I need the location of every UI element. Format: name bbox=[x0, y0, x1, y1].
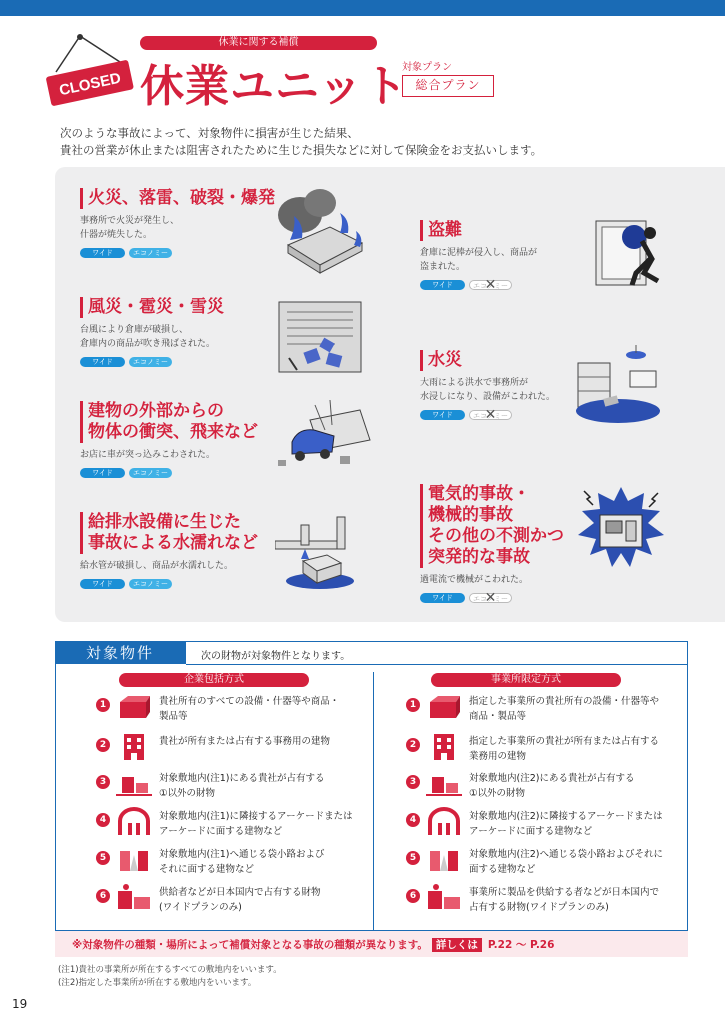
category-title: 火災、落雷、破裂・爆発 bbox=[80, 188, 275, 209]
tag-economy-excluded: エコノミー ✕ bbox=[469, 593, 512, 603]
property-row bbox=[374, 732, 674, 768]
category-desc: 台風により倉庫が破損し、 倉庫内の商品が吹き飛ばされた。 bbox=[80, 325, 216, 349]
property-description: 対象敷地内(注1)に隣接するアーケードまたは アーケードに面する建物など bbox=[159, 811, 353, 837]
boxes-icon bbox=[426, 692, 462, 722]
tag-wide: ワイド bbox=[80, 579, 125, 589]
property-description: 事業所に製品を供給する者などが日本国内で 占有する財物(ワイドプランのみ) bbox=[469, 887, 660, 913]
tag-economy-excluded: エコノミー ✕ bbox=[469, 410, 512, 420]
property-description: 対象敷地内(注2)へ通じる袋小路およびそれに 面する建物など bbox=[469, 849, 663, 875]
flooded-office-icon bbox=[574, 345, 664, 427]
category-wind bbox=[80, 297, 224, 367]
burglar-icon bbox=[594, 215, 672, 295]
intro-line: 貴社の営業が休止または阻害されたために生じた損失などに対して保険金をお支払いします。 bbox=[60, 143, 543, 157]
column-company-wide bbox=[64, 673, 364, 687]
category-water-leakage bbox=[80, 512, 258, 589]
item-number: 4 bbox=[406, 813, 420, 827]
tag-economy: エコノミー bbox=[129, 248, 172, 258]
fire-building-icon bbox=[270, 185, 370, 277]
property-description: 対象敷地内(注1)へ通じる袋小路および それに面する建物など bbox=[159, 849, 325, 875]
supplier-icon bbox=[116, 883, 152, 913]
property-row bbox=[374, 845, 674, 881]
item-number: 5 bbox=[406, 851, 420, 865]
property-description: 貴社が所有または占有する事務用の建物 bbox=[159, 736, 331, 747]
boxes-icon bbox=[116, 692, 152, 722]
item-number: 1 bbox=[96, 698, 110, 712]
item-number: 4 bbox=[96, 813, 110, 827]
footer-note: ※対象物件の種類・場所によって補償対象となる事故の種類が異なります。 詳しくは P.22 ～ P.26 bbox=[72, 939, 555, 951]
arcade-icon bbox=[426, 807, 462, 837]
plan-name-box: 総合プラン bbox=[402, 75, 494, 97]
category-title: 建物の外部からの 物体の衝突、飛来など bbox=[80, 401, 258, 443]
car-crash-icon bbox=[270, 400, 375, 475]
page-title: 休業ユニット bbox=[140, 61, 409, 112]
footnotes bbox=[58, 964, 282, 990]
top-bar bbox=[0, 0, 725, 16]
intro-line: 次のような事故によって、対象物件に損害が生じた結果、 bbox=[60, 126, 359, 140]
category-theft bbox=[420, 220, 537, 290]
property-row bbox=[64, 732, 364, 768]
category-fire bbox=[80, 188, 275, 258]
tag-economy: エコノミー bbox=[129, 579, 172, 589]
category-electrical-mechanical bbox=[420, 484, 564, 603]
column-title: 事業所限定方式 bbox=[431, 673, 621, 687]
footnote: (注2)指定した事業所が所在する敷地内をいいます。 bbox=[58, 978, 257, 988]
site-property-icon bbox=[116, 769, 152, 799]
item-number: 1 bbox=[406, 698, 420, 712]
property-row bbox=[374, 769, 674, 805]
alley-icon bbox=[116, 845, 152, 875]
property-description: 貴社所有のすべての設備・什器等や商品・ 製品等 bbox=[159, 696, 340, 722]
category-collision bbox=[80, 401, 258, 478]
section-note: 次の財物が対象物件となります。 bbox=[201, 651, 351, 662]
water-pipe-leak-icon bbox=[275, 515, 365, 591]
property-row bbox=[64, 769, 364, 805]
property-description: 対象敷地内(注2)にある貴社が占有する ①以外の財物 bbox=[469, 773, 635, 799]
broken-machine-icon bbox=[576, 485, 666, 575]
tag-economy: エコノミー bbox=[129, 357, 172, 367]
item-number: 3 bbox=[96, 775, 110, 789]
category-title: 水災 bbox=[420, 350, 555, 371]
alley-icon bbox=[426, 845, 462, 875]
category-title: 盗難 bbox=[420, 220, 537, 241]
office-building-icon bbox=[426, 732, 462, 762]
category-title: 電気的事故・ 機械的事故 その他の不測かつ 突発的な事故 bbox=[420, 484, 564, 568]
category-desc: 倉庫に泥棒が侵入し、商品が 盗まれた。 bbox=[420, 248, 538, 272]
item-number: 2 bbox=[96, 738, 110, 752]
heading-divider bbox=[186, 664, 688, 665]
footnote: (注1)貴社の事業所が所在するすべての敷地内をいいます。 bbox=[58, 965, 282, 975]
page-reference: P.22 ～ P.26 bbox=[487, 939, 555, 951]
details-button[interactable]: 詳しくは bbox=[432, 938, 482, 952]
property-description: 指定した事業所の貴社所有の設備・什器等や 商品・製品等 bbox=[469, 696, 660, 722]
property-row bbox=[64, 845, 364, 881]
property-row bbox=[64, 807, 364, 843]
property-row bbox=[374, 807, 674, 843]
tag-wide: ワイド bbox=[420, 593, 465, 603]
plan-label: 対象プラン bbox=[402, 62, 452, 73]
category-desc: 過電流で機械がこわれた。 bbox=[420, 575, 529, 585]
supplier-icon bbox=[426, 883, 462, 913]
category-title: 風災・雹災・雪災 bbox=[80, 297, 224, 318]
category-desc: お店に車が突っ込みこわされた。 bbox=[80, 450, 216, 460]
tag-wide: ワイド bbox=[80, 248, 125, 258]
tag-wide: ワイド bbox=[420, 410, 465, 420]
property-description: 対象敷地内(注2)に隣接するアーケードまたは アーケードに面する建物など bbox=[469, 811, 663, 837]
page-number: 19 bbox=[12, 997, 28, 1011]
tag-wide: ワイド bbox=[80, 357, 125, 367]
item-number: 2 bbox=[406, 738, 420, 752]
tag-economy-excluded: エコノミー ✕ bbox=[469, 280, 512, 290]
item-number: 6 bbox=[406, 889, 420, 903]
property-description: 指定した事業所の貴社が所有または占有する 業務用の建物 bbox=[469, 736, 660, 762]
category-desc: 事務所で火災が発生し、 什器が焼失した。 bbox=[80, 216, 180, 240]
sign-text: CLOSED bbox=[57, 69, 123, 100]
item-number: 3 bbox=[406, 775, 420, 789]
property-row bbox=[374, 692, 674, 728]
category-desc: 給水管が破損し、商品が水濡れした。 bbox=[80, 561, 234, 571]
column-title: 企業包括方式 bbox=[119, 673, 309, 687]
section-pill: 休業に関する補償 bbox=[140, 36, 377, 50]
office-building-icon bbox=[116, 732, 152, 762]
property-description: 対象敷地内(注1)にある貴社が占有する ①以外の財物 bbox=[159, 773, 325, 799]
section-heading: 対象物件 bbox=[56, 642, 186, 664]
footer-bar bbox=[55, 931, 688, 957]
property-description: 供給者などが日本国内で占有する財物 (ワイドプランのみ) bbox=[159, 887, 321, 913]
item-number: 5 bbox=[96, 851, 110, 865]
column-site-limited bbox=[376, 673, 676, 687]
storm-warehouse-icon bbox=[275, 298, 367, 380]
arcade-icon bbox=[116, 807, 152, 837]
tag-wide: ワイド bbox=[420, 280, 465, 290]
property-row bbox=[64, 883, 364, 919]
closed-sign-icon bbox=[44, 32, 136, 112]
tag-economy: エコノミー bbox=[129, 468, 172, 478]
site-property-icon bbox=[426, 769, 462, 799]
property-row bbox=[64, 692, 364, 728]
category-desc: 大雨による洪水で事務所が 水浸しになり、設備がこわれた。 bbox=[420, 378, 556, 402]
category-title: 給排水設備に生じた 事故による水濡れなど bbox=[80, 512, 258, 554]
category-flood bbox=[420, 350, 555, 420]
intro-text bbox=[60, 125, 680, 159]
item-number: 6 bbox=[96, 889, 110, 903]
property-row bbox=[374, 883, 674, 919]
covered-property-section bbox=[55, 641, 688, 931]
tag-wide: ワイド bbox=[80, 468, 125, 478]
